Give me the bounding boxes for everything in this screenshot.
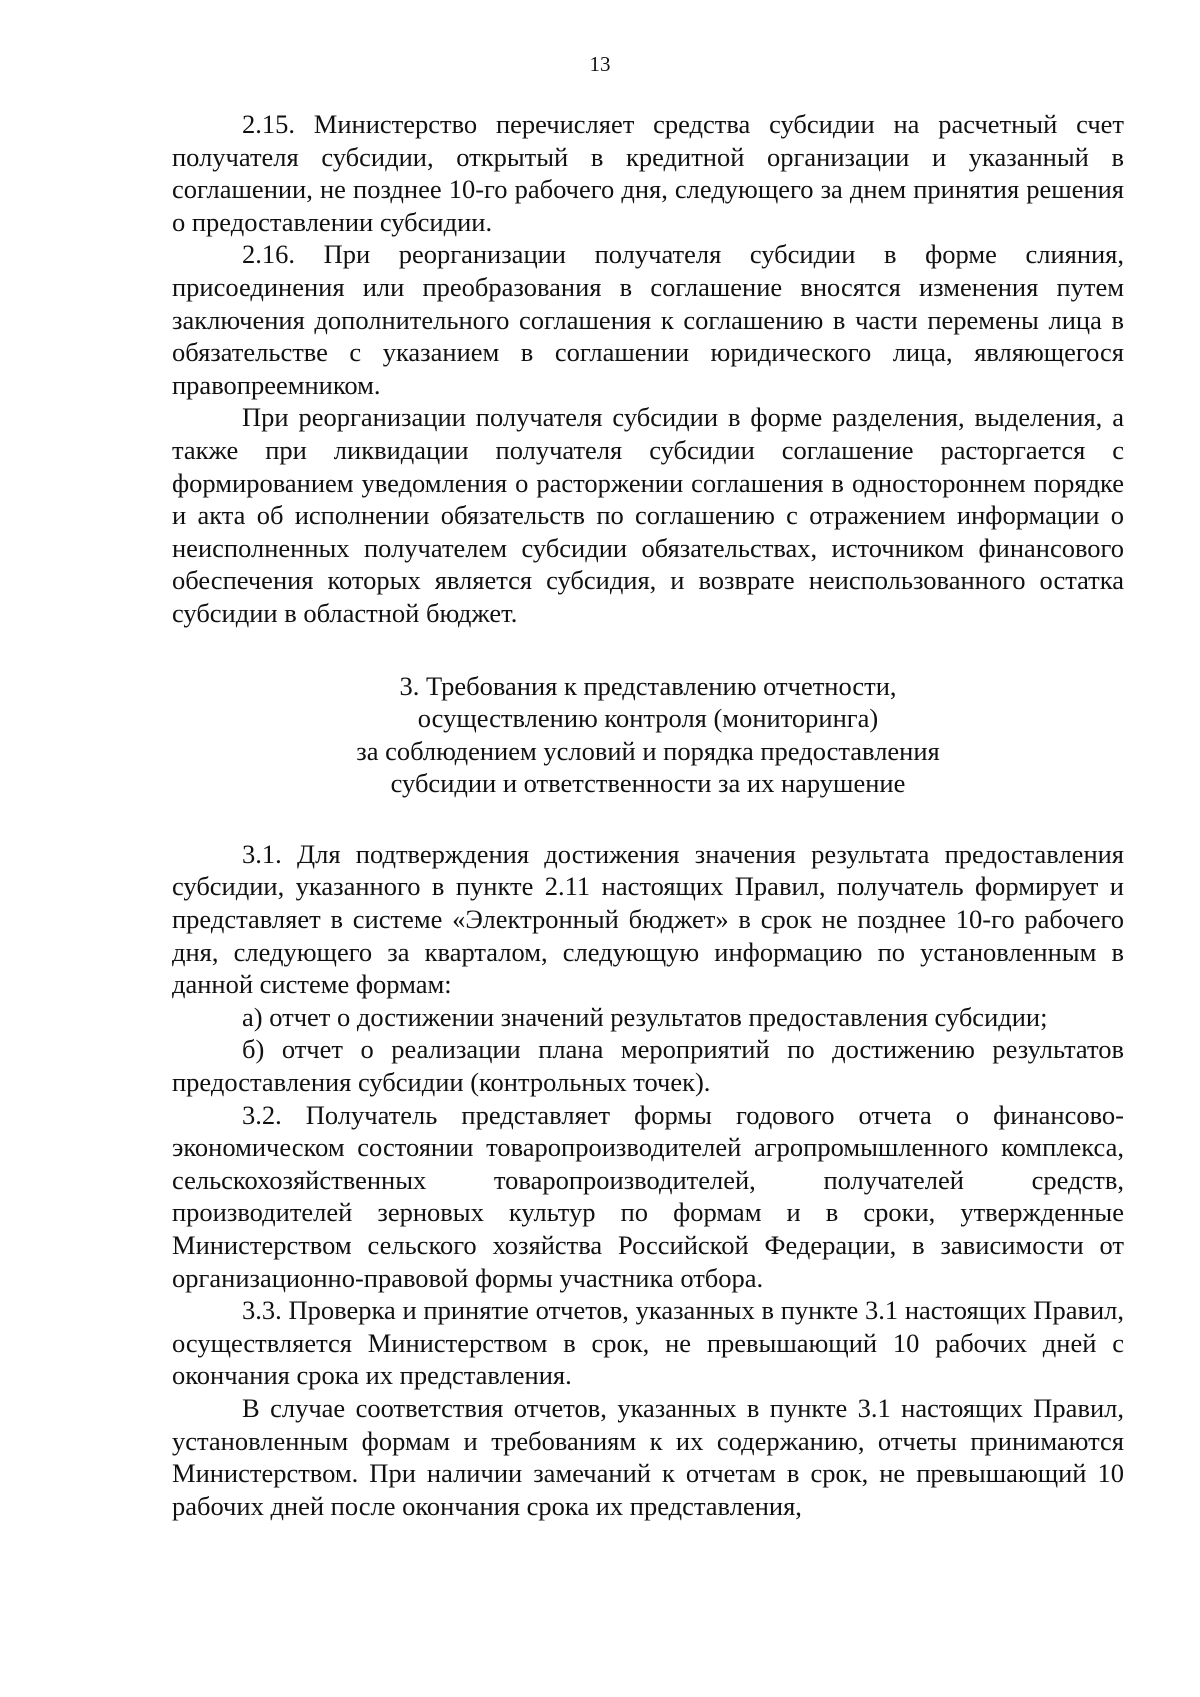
- paragraph-3-2: 3.2. Получатель представляет формы годового отчета о финансово-экономическом состоянии товаропроизводителей агропромышленного комплекса, сельскохозяйственных товаропроизводителей, получателей средств, производителей зерновых культур по формам и в сроки, утвержденные Министерством сельского хозяйства Российской Федерации, в зависимости от организационно-правовой формы участника отбора.: [172, 1099, 1124, 1293]
- paragraph-2-15: 2.15. Министерство перечисляет средства субсидии на расчетный счет получателя субсидии, открытый в кредитной организации и указанный в соглашении, не позднее 10-го рабочего дня, следующего за днем принятия решения о предоставлении субсидии.: [172, 109, 1124, 237]
- section-heading-line: субсидии и ответственности за их нарушение: [390, 768, 906, 799]
- paragraph-3-3-acceptance: В случае соответствия отчетов, указанных в пункте 3.1 настоящих Правил, установленным формам и требованиям к их содержанию, отчеты принимаются Министерством. При наличии замечаний к отчетам в срок, не превышающий 10 рабочих дней после окончания срока их представления,: [172, 1392, 1124, 1521]
- paragraph-3-3: 3.3. Проверка и принятие отчетов, указанных в пункте 3.1 настоящих Правил, осуществляется Министерством в срок, не превышающий 10 рабочих дней с окончания срока их представления.: [172, 1295, 1124, 1391]
- section-3-heading: [172, 670, 1124, 800]
- paragraph-2-16: 2.16. При реорганизации получателя субсидии в форме слияния, присоединения или преобразования в соглашение вносятся изменения путем заключения дополнительного соглашения к соглашению в части перемены лица в обязательстве с указанием в соглашении юридического лица, являющегося правопреемником.: [172, 239, 1124, 400]
- list-item-b: б) отчет о реализации плана мероприятий по достижению результатов предоставления субсидии (контрольных точек).: [172, 1034, 1124, 1098]
- section-heading-line: за соблюдением условий и порядка предоставления: [356, 735, 940, 766]
- section-heading-line: осуществлению контроля (мониторинга): [417, 703, 879, 734]
- section-heading-line: 3. Требования к представлению отчетности,: [399, 670, 897, 701]
- paragraph-2-16-reorganization: При реорганизации получателя субсидии в форме разделения, выделения, а также при ликвидации получателя субсидии соглашение расторгается с формированием уведомления о расторжении соглашения в одностороннем порядке и акта об исполнении обязательств по соглашению с отражением информации о неисполненных получателем субсидии обязательствах, источником финансового обеспечения которых является субсидия, и возврате неиспользованного остатка субсидии в областной бюджет.: [172, 402, 1124, 628]
- document-body: [172, 108, 1124, 1522]
- paragraph-3-1: 3.1. Для подтверждения достижения значения результата предоставления субсидии, указанного в пункте 2.11 настоящих Правил, получатель формирует и представляет в системе «Электронный бюджет» в срок не позднее 10-го рабочего дня, следующего за кварталом, следующую информацию по установленным в данной системе формам:: [172, 838, 1124, 1000]
- page-number: 13: [589, 52, 611, 76]
- list-item-a: а) отчет о достижении значений результатов предоставления субсидии;: [242, 1001, 1048, 1032]
